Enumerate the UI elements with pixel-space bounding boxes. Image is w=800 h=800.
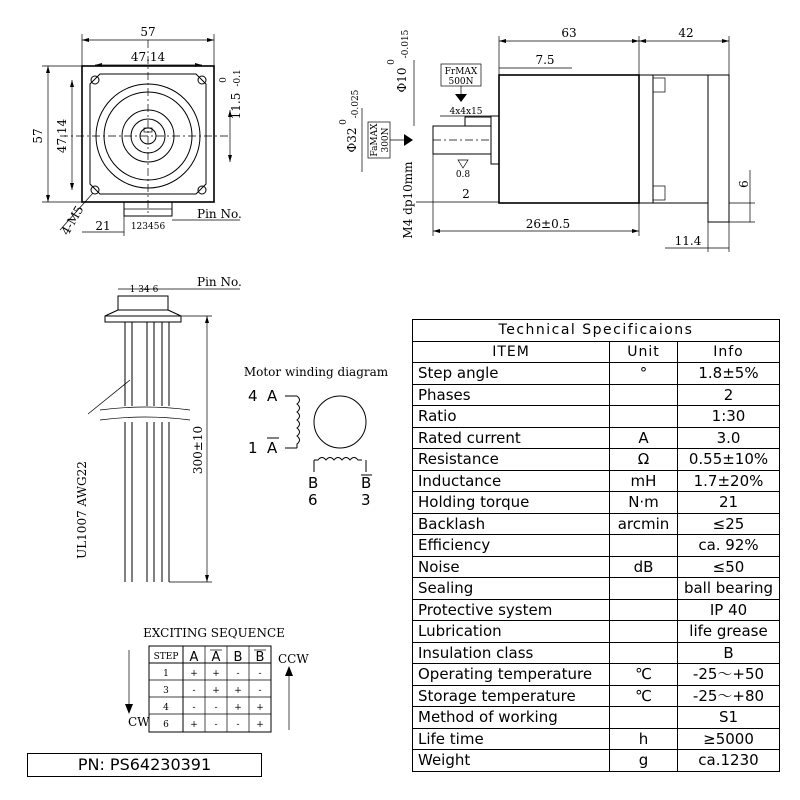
spec-unit	[610, 384, 678, 406]
seq-cell: -	[214, 720, 218, 730]
spec-unit	[610, 406, 678, 428]
dim-connector-offset: 21	[95, 219, 111, 233]
spec-unit: arcmin	[610, 513, 678, 535]
spec-info: life grease	[678, 621, 780, 643]
seq-cell: 6	[163, 720, 169, 730]
dim-motor-length: 42	[678, 26, 694, 40]
spec-item: Protective system	[413, 599, 610, 621]
spec-info: S1	[678, 707, 780, 729]
spec-unit	[610, 535, 678, 557]
spec-item: Lubrication	[413, 621, 610, 643]
technical-specifications-table	[412, 319, 780, 772]
dim-thread: M4 dp10mm	[401, 161, 415, 239]
dim-flange-tol-lower: -0.025	[351, 89, 361, 119]
spec-unit	[610, 621, 678, 643]
spec-info: IP 40	[678, 599, 780, 621]
dim-mounting-holes: 4-M5	[58, 203, 87, 238]
seq-cell: 3	[163, 686, 169, 696]
seq-cell: +	[256, 703, 264, 713]
spec-rows	[413, 363, 780, 772]
table-row	[413, 406, 780, 428]
spec-unit: ℃	[610, 685, 678, 707]
spec-item: Ratio	[413, 406, 610, 428]
table-row	[413, 707, 780, 729]
spec-unit: mH	[610, 470, 678, 492]
seq-cell: -	[192, 703, 196, 713]
spec-info: ≤50	[678, 556, 780, 578]
spec-unit: Ω	[610, 449, 678, 471]
dim-front-width: 57	[140, 25, 156, 39]
winding-b-pin: 6	[308, 491, 318, 509]
seq-cell: -	[192, 686, 196, 696]
seq-header-a: A	[189, 650, 199, 665]
dim-connector-length: 11.4	[674, 234, 702, 248]
spec-item: Sealing	[413, 578, 610, 600]
table-row	[413, 685, 780, 707]
winding-diagram	[244, 365, 389, 509]
seq-cell: +	[256, 720, 264, 730]
cw-label: CW	[128, 715, 150, 729]
seq-header-abar: A	[211, 650, 221, 665]
famax-label: FaMAX	[370, 123, 380, 157]
spec-unit: dB	[610, 556, 678, 578]
wire-spec: UL1007 AWG22	[75, 461, 89, 559]
spec-unit: g	[610, 750, 678, 772]
spec-item: Method of working	[413, 707, 610, 729]
spec-unit	[610, 642, 678, 664]
table-row	[413, 384, 780, 406]
side-view	[339, 26, 755, 252]
seq-cell: -	[258, 686, 262, 696]
table-row	[413, 578, 780, 600]
table-row	[413, 728, 780, 750]
seq-cell: +	[234, 686, 242, 696]
seq-cell: +	[190, 669, 198, 679]
connector-pins: 123456	[130, 222, 166, 232]
dim-hole-spacing-vertical: 47.14	[55, 118, 69, 154]
spec-info: ≥5000	[678, 728, 780, 750]
spec-unit: A	[610, 427, 678, 449]
table-row	[413, 470, 780, 492]
spec-item: Life time	[413, 728, 610, 750]
dim-boss-tol-upper: 0	[219, 77, 229, 83]
table-row	[413, 492, 780, 514]
front-pin-label: Pin No.	[197, 207, 242, 221]
dim-key-offset: 7.5	[535, 53, 555, 67]
header-item: ITEM	[413, 341, 610, 363]
table-row	[413, 642, 780, 664]
dim-front-height: 57	[31, 128, 45, 144]
table-title-row	[413, 320, 780, 342]
winding-a-pin: 4	[248, 387, 258, 405]
table-row	[413, 513, 780, 535]
seq-cell: +	[234, 703, 242, 713]
famax-value: 300N	[381, 127, 391, 153]
spec-info: ≤25	[678, 513, 780, 535]
dim-shaft-length: 26±0.5	[525, 217, 571, 231]
table-row	[413, 535, 780, 557]
spec-item: Insulation class	[413, 642, 610, 664]
seq-cell: -	[236, 669, 240, 679]
dim-shaft-tol-lower: -0.015	[401, 29, 411, 59]
dim-hole-spacing: 47.14	[130, 50, 166, 64]
spec-unit: °	[610, 363, 678, 385]
spec-item: Operating temperature	[413, 664, 610, 686]
table-row	[413, 449, 780, 471]
spec-info: 21	[678, 492, 780, 514]
spec-info: 3.0	[678, 427, 780, 449]
spec-info: ca. 92%	[678, 535, 780, 557]
spec-info: B	[678, 642, 780, 664]
ccw-label: CCW	[278, 652, 309, 666]
spec-info: 1.8±5%	[678, 363, 780, 385]
seq-cell: 1	[163, 669, 169, 679]
table-row	[413, 599, 780, 621]
specs-title: Technical Specificaions	[413, 320, 780, 342]
dim-flange-diameter: Φ32	[345, 127, 359, 153]
seq-cell: -	[258, 669, 262, 679]
part-number: PN: PS64230391	[27, 753, 262, 777]
winding-a-label: A	[267, 387, 278, 405]
dim-gearbox-length: 63	[561, 26, 577, 40]
frmax-value: 500N	[448, 77, 474, 87]
header-info: Info	[678, 341, 780, 363]
winding-abar-label: A	[267, 439, 278, 457]
spec-item: Phases	[413, 384, 610, 406]
winding-title: Motor winding diagram	[243, 365, 389, 379]
table-row	[413, 750, 780, 772]
table-row	[413, 556, 780, 578]
winding-bbar-pin: 3	[361, 491, 371, 509]
winding-bbar-label: B	[361, 474, 372, 492]
spec-info: 2	[678, 384, 780, 406]
spec-unit: N·m	[610, 492, 678, 514]
spec-item: Noise	[413, 556, 610, 578]
spec-item: Resistance	[413, 449, 610, 471]
cable-view	[75, 275, 242, 582]
seq-cell: 4	[163, 703, 169, 713]
seq-header-bbar: B	[255, 650, 265, 665]
dim-boss: 11.5	[229, 92, 243, 120]
spec-item: Storage temperature	[413, 685, 610, 707]
spec-info: ball bearing	[678, 578, 780, 600]
header-unit: Unit	[610, 341, 678, 363]
spec-item: Weight	[413, 750, 610, 772]
table-row	[413, 363, 780, 385]
seq-cell: +	[212, 686, 220, 696]
seq-header-b: B	[233, 650, 243, 665]
spec-unit: ℃	[610, 664, 678, 686]
dim-boss-tol-lower: -0.1	[233, 69, 243, 87]
seq-cell: +	[190, 720, 198, 730]
spec-item: Inductance	[413, 470, 610, 492]
sequence-title: EXCITING SEQUENCE	[143, 626, 285, 640]
seq-cell: -	[236, 720, 240, 730]
spec-unit	[610, 578, 678, 600]
dim-shaft-tol-upper: 0	[387, 59, 397, 65]
spec-unit	[610, 707, 678, 729]
dim-shoulder: 2	[462, 187, 470, 201]
seq-cell: -	[214, 703, 218, 713]
seq-header-step: STEP	[153, 652, 179, 662]
front-view	[31, 25, 243, 238]
cable-length: 300±10	[191, 425, 205, 475]
dim-roughness: 0.8	[455, 170, 471, 180]
dim-shaft-diameter: Φ10	[395, 67, 409, 93]
spec-item: Backlash	[413, 513, 610, 535]
winding-abar-pin: 1	[248, 439, 258, 457]
cable-pin-label: Pin No.	[197, 275, 242, 289]
table-header-row	[413, 341, 780, 363]
spec-item: Step angle	[413, 363, 610, 385]
spec-item: Efficiency	[413, 535, 610, 557]
spec-info: 0.55±10%	[678, 449, 780, 471]
table-row	[413, 664, 780, 686]
dim-key: 4x4x15	[449, 107, 483, 117]
winding-b-label: B	[308, 474, 319, 492]
dim-connector-height: 6	[737, 180, 751, 188]
spec-info: -25～+50	[678, 664, 780, 686]
frmax-label: FrMAX	[444, 67, 478, 77]
spec-unit: h	[610, 728, 678, 750]
seq-cell: +	[212, 669, 220, 679]
spec-info: 1.7±20%	[678, 470, 780, 492]
table-row	[413, 427, 780, 449]
spec-unit	[610, 599, 678, 621]
spec-item: Rated current	[413, 427, 610, 449]
spec-info: ca.1230	[678, 750, 780, 772]
cable-pin-numbers: 1 34 6	[129, 285, 159, 295]
spec-info: 1:30	[678, 406, 780, 428]
spec-item: Holding torque	[413, 492, 610, 514]
dim-flange-tol-upper: 0	[339, 119, 349, 125]
table-row	[413, 621, 780, 643]
exciting-sequence	[125, 626, 309, 732]
spec-info: -25～+80	[678, 685, 780, 707]
